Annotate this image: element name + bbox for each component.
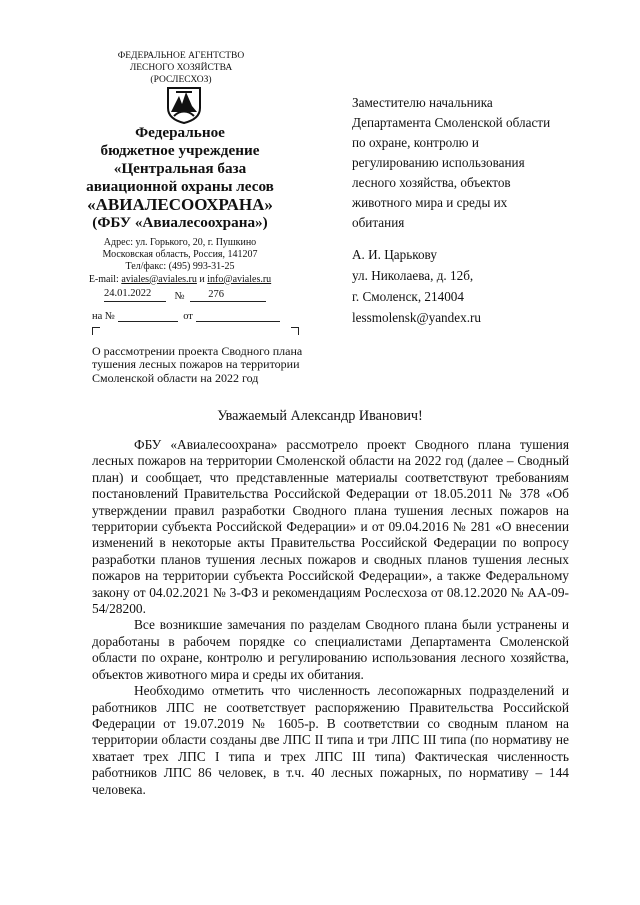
recipient-city: г. Смоленск, 214004 xyxy=(352,289,464,304)
org-line: бюджетное учреждение xyxy=(100,142,260,159)
email-link-aviales[interactable]: aviales@aviales.ru xyxy=(121,273,197,285)
greeting: Уважаемый Александр Иванович! xyxy=(217,408,423,424)
registration-number-label: № xyxy=(174,291,185,302)
agency-header xyxy=(100,50,262,86)
email-link-info[interactable]: info@aviales.ru xyxy=(207,273,272,285)
letter-body xyxy=(92,437,569,798)
agency-line: ФЕДЕРАЛЬНОЕ АГЕНТСТВО xyxy=(117,51,245,61)
recipient-block xyxy=(352,93,602,233)
recipient-line: регулированию использования xyxy=(352,155,525,170)
recipient-email: lessmolensk@yandex.ru xyxy=(352,310,481,325)
body-paragraph: ФБУ «Авиалесоохрана» рассмотрело проект Сводного плана тушения лесных пожаров на территории Смоленской области на 2022 год (далее – Сводный план) и сообщает, что представленные материалы соответствуют требованиям постановлений Правительства Российской Федерации от 18.05.2011 № 378 «Об утверждении правил разработки Сводного плана тушения лесных пожаров на территории субъекта Российской Федерации» и от 09.04.2016 № 281 «О внесении изменений в некоторые акты Правительства Российской Федерации по вопросу разработки планов тушения лесных пожаров и сводных планов тушения лесных пожаров на территории субъекта Российской Федерации», а также Федеральному закону от 04.02.2021 № 3-ФЗ и рекомендациям Рослесхоза от 08.12.2020 № АА-09-54/28200. xyxy=(92,437,569,617)
phone-line: Тел/факс: (495) 993-31-25 xyxy=(125,261,235,273)
registration-number: 276 xyxy=(190,289,266,302)
recipient-line: Заместителю начальника xyxy=(352,95,493,110)
email-joiner: и xyxy=(196,273,208,285)
corner-mark-left xyxy=(92,327,100,335)
reference-number-line xyxy=(118,308,178,322)
recipient-name: А. И. Царькову xyxy=(352,247,437,262)
reference-number-label: на № xyxy=(92,311,115,322)
address-line: Московская область, Россия, 141207 xyxy=(102,249,258,261)
recipient-line: лесного хозяйства, объектов xyxy=(352,175,511,190)
org-contacts xyxy=(60,237,300,286)
recipient-line: по охране, контролю и xyxy=(352,135,479,150)
recipient-line: животного мира и среды их xyxy=(352,195,508,210)
agency-line: (РОСЛЕСХОЗ) xyxy=(150,75,212,85)
agency-line: ЛЕСНОГО ХОЗЯЙСТВА xyxy=(129,63,233,73)
org-line: авиационной охраны лесов xyxy=(86,178,274,195)
aviales-logo-icon xyxy=(166,86,202,124)
reference-row xyxy=(92,308,282,322)
org-brand: «АВИАЛЕСООХРАНА» xyxy=(87,195,273,214)
organization-name xyxy=(70,124,290,232)
registration-date: 24.01.2022 xyxy=(104,288,166,302)
recipient-street: ул. Николаева, д. 12б, xyxy=(352,268,474,283)
letter-subject: О рассмотрении проекта Сводного плана тушения лесных пожаров на территории Смоленской области на 2022 год xyxy=(92,344,303,385)
reference-date-line xyxy=(196,308,280,322)
recipient-line: обитания xyxy=(352,215,405,230)
corner-mark-right xyxy=(291,327,299,335)
email-prefix: E-mail: xyxy=(88,273,122,285)
email-line xyxy=(60,274,300,286)
recipient-line: Департамента Смоленской области xyxy=(352,115,551,130)
recipient-address xyxy=(352,244,602,328)
registration-date-row xyxy=(104,288,274,302)
body-paragraph: Все возникшие замечания по разделам Сводного плана были устранены и доработаны в рабочем порядке со специалистами Департамента Смоленской области по охране, контролю и регулированию использования лесного хозяйства, объектов животного мира и среды их обитания. xyxy=(92,617,569,682)
org-short-name: (ФБУ «Авиалесоохрана») xyxy=(92,214,268,231)
address-line: Адрес: ул. Горького, 20, г. Пушкино xyxy=(103,237,257,248)
org-line: Федеральное xyxy=(135,124,225,141)
org-line: «Центральная база xyxy=(113,160,247,177)
reference-date-label: от xyxy=(183,311,193,322)
body-paragraph: Необходимо отметить что численность лесопожарных подразделений и работников ЛПС не соответствует распоряжению Правительства Российской Федерации от 19.07.2019 № 1605-р. В соответствии со сводным планом на территории области созданы две ЛПС II типа и три ЛПС III типа (по нормативу не хватает трех ЛПС I типа и трех ЛПС III типа) Фактическая численность работников ЛПС 86 человек, в т.ч. 40 лесных пожарных, по нормативу – 144 человека. xyxy=(92,683,569,797)
